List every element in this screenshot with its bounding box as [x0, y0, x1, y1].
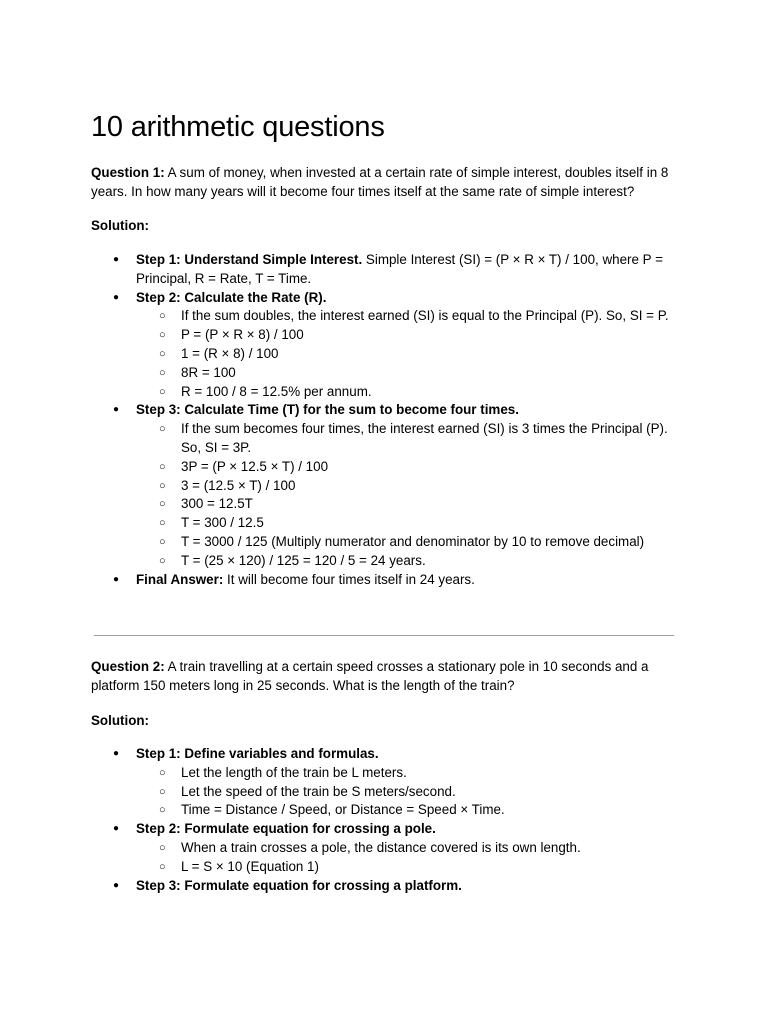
list-item: ○ T = (25 × 120) / 125 = 120 / 5 = 24 years.	[136, 552, 687, 571]
q2-step-1-label: Step 1: Define variables and formulas.	[136, 746, 379, 761]
q1-step-2-label: Step 2: Calculate the Rate (R).	[136, 289, 327, 305]
q2-step-1-items	[136, 764, 687, 820]
list-item: ○ Time = Distance / Speed, or Distance = Speed × Time.	[136, 801, 687, 820]
question-2	[91, 657, 687, 695]
list-item: ○ P = (P × R × 8) / 100	[136, 326, 687, 345]
solution-1-steps	[91, 251, 687, 589]
list-item: ○ If the sum doubles, the interest earned (SI) is equal to the Principal (P). So, SI = P.	[136, 307, 687, 326]
list-item: ○ 8R = 100	[136, 364, 687, 383]
q1-step-2	[91, 289, 687, 402]
list-item: ○ 1 = (R × 8) / 100	[136, 345, 687, 364]
q1-step-1-label: Step 1: Understand Simple Interest.	[136, 252, 363, 267]
q2-step-1	[91, 745, 687, 820]
question-1	[91, 163, 687, 201]
list-item: ○ 300 = 12.5T	[136, 495, 687, 514]
q1-final-answer	[91, 571, 687, 590]
q2-step-3-label: Step 3: Formulate equation for crossing a platform.	[136, 877, 462, 893]
q1-step-3-items	[136, 420, 687, 570]
question-1-label: Question 1:	[91, 165, 165, 180]
list-item: ○ When a train crosses a pole, the distance covered is its own length.	[136, 839, 687, 858]
q1-step-3-label: Step 3: Calculate Time (T) for the sum to become four times.	[136, 402, 519, 418]
list-item: ○ 3 = (12.5 × T) / 100	[136, 477, 687, 496]
question-2-label: Question 2:	[91, 659, 165, 674]
list-item: ○ R = 100 / 8 = 12.5% per annum.	[136, 383, 687, 402]
solution-2-label: Solution:	[91, 713, 150, 728]
list-item: ○ Let the speed of the train be S meters/second.	[136, 783, 687, 802]
list-item: ○ L = S × 10 (Equation 1)	[136, 858, 687, 877]
q1-final-text: It will become four times itself in 24 years.	[223, 571, 475, 587]
q1-step-3	[91, 401, 687, 570]
solution-1-label: Solution:	[91, 218, 150, 233]
q1-final-label: Final Answer:	[136, 571, 224, 587]
list-item: ○ If the sum becomes four times, the interest earned (SI) is 3 times the Principal (P). So, SI = 3P.	[136, 420, 687, 458]
q1-step-2-items	[136, 307, 687, 401]
q1-step-1	[91, 251, 687, 289]
page-title: 10 arithmetic questions	[91, 111, 385, 143]
list-item: ○ 3P = (P × 12.5 × T) / 100	[136, 458, 687, 477]
q2-step-2-label: Step 2: Formulate equation for crossing a pole.	[136, 821, 436, 837]
horizontal-divider	[94, 635, 674, 636]
q2-step-2	[91, 820, 687, 876]
q2-step-2-items	[136, 839, 687, 877]
question-1-text: A sum of money, when invested at a certain rate of simple interest, doubles itself in 8 years. In how many years will it become four times itself at the same rate of simple interest?	[91, 165, 669, 199]
question-2-text: A train travelling at a certain speed crosses a stationary pole in 10 seconds and a platform 150 meters long in 25 seconds. What is the length of the train?	[91, 659, 649, 693]
solution-2-steps	[91, 745, 687, 895]
list-item: ○ T = 300 / 12.5	[136, 514, 687, 533]
q1-step-1-text: Simple Interest (SI) = (P × R × T) / 100, where P = Principal, R = Rate, T = Time.	[136, 252, 663, 286]
list-item: ○ T = 3000 / 125 (Multiply numerator and denominator by 10 to remove decimal)	[136, 533, 687, 552]
q2-step-3	[91, 877, 687, 896]
list-item: ○ Let the length of the train be L meters.	[136, 764, 687, 783]
